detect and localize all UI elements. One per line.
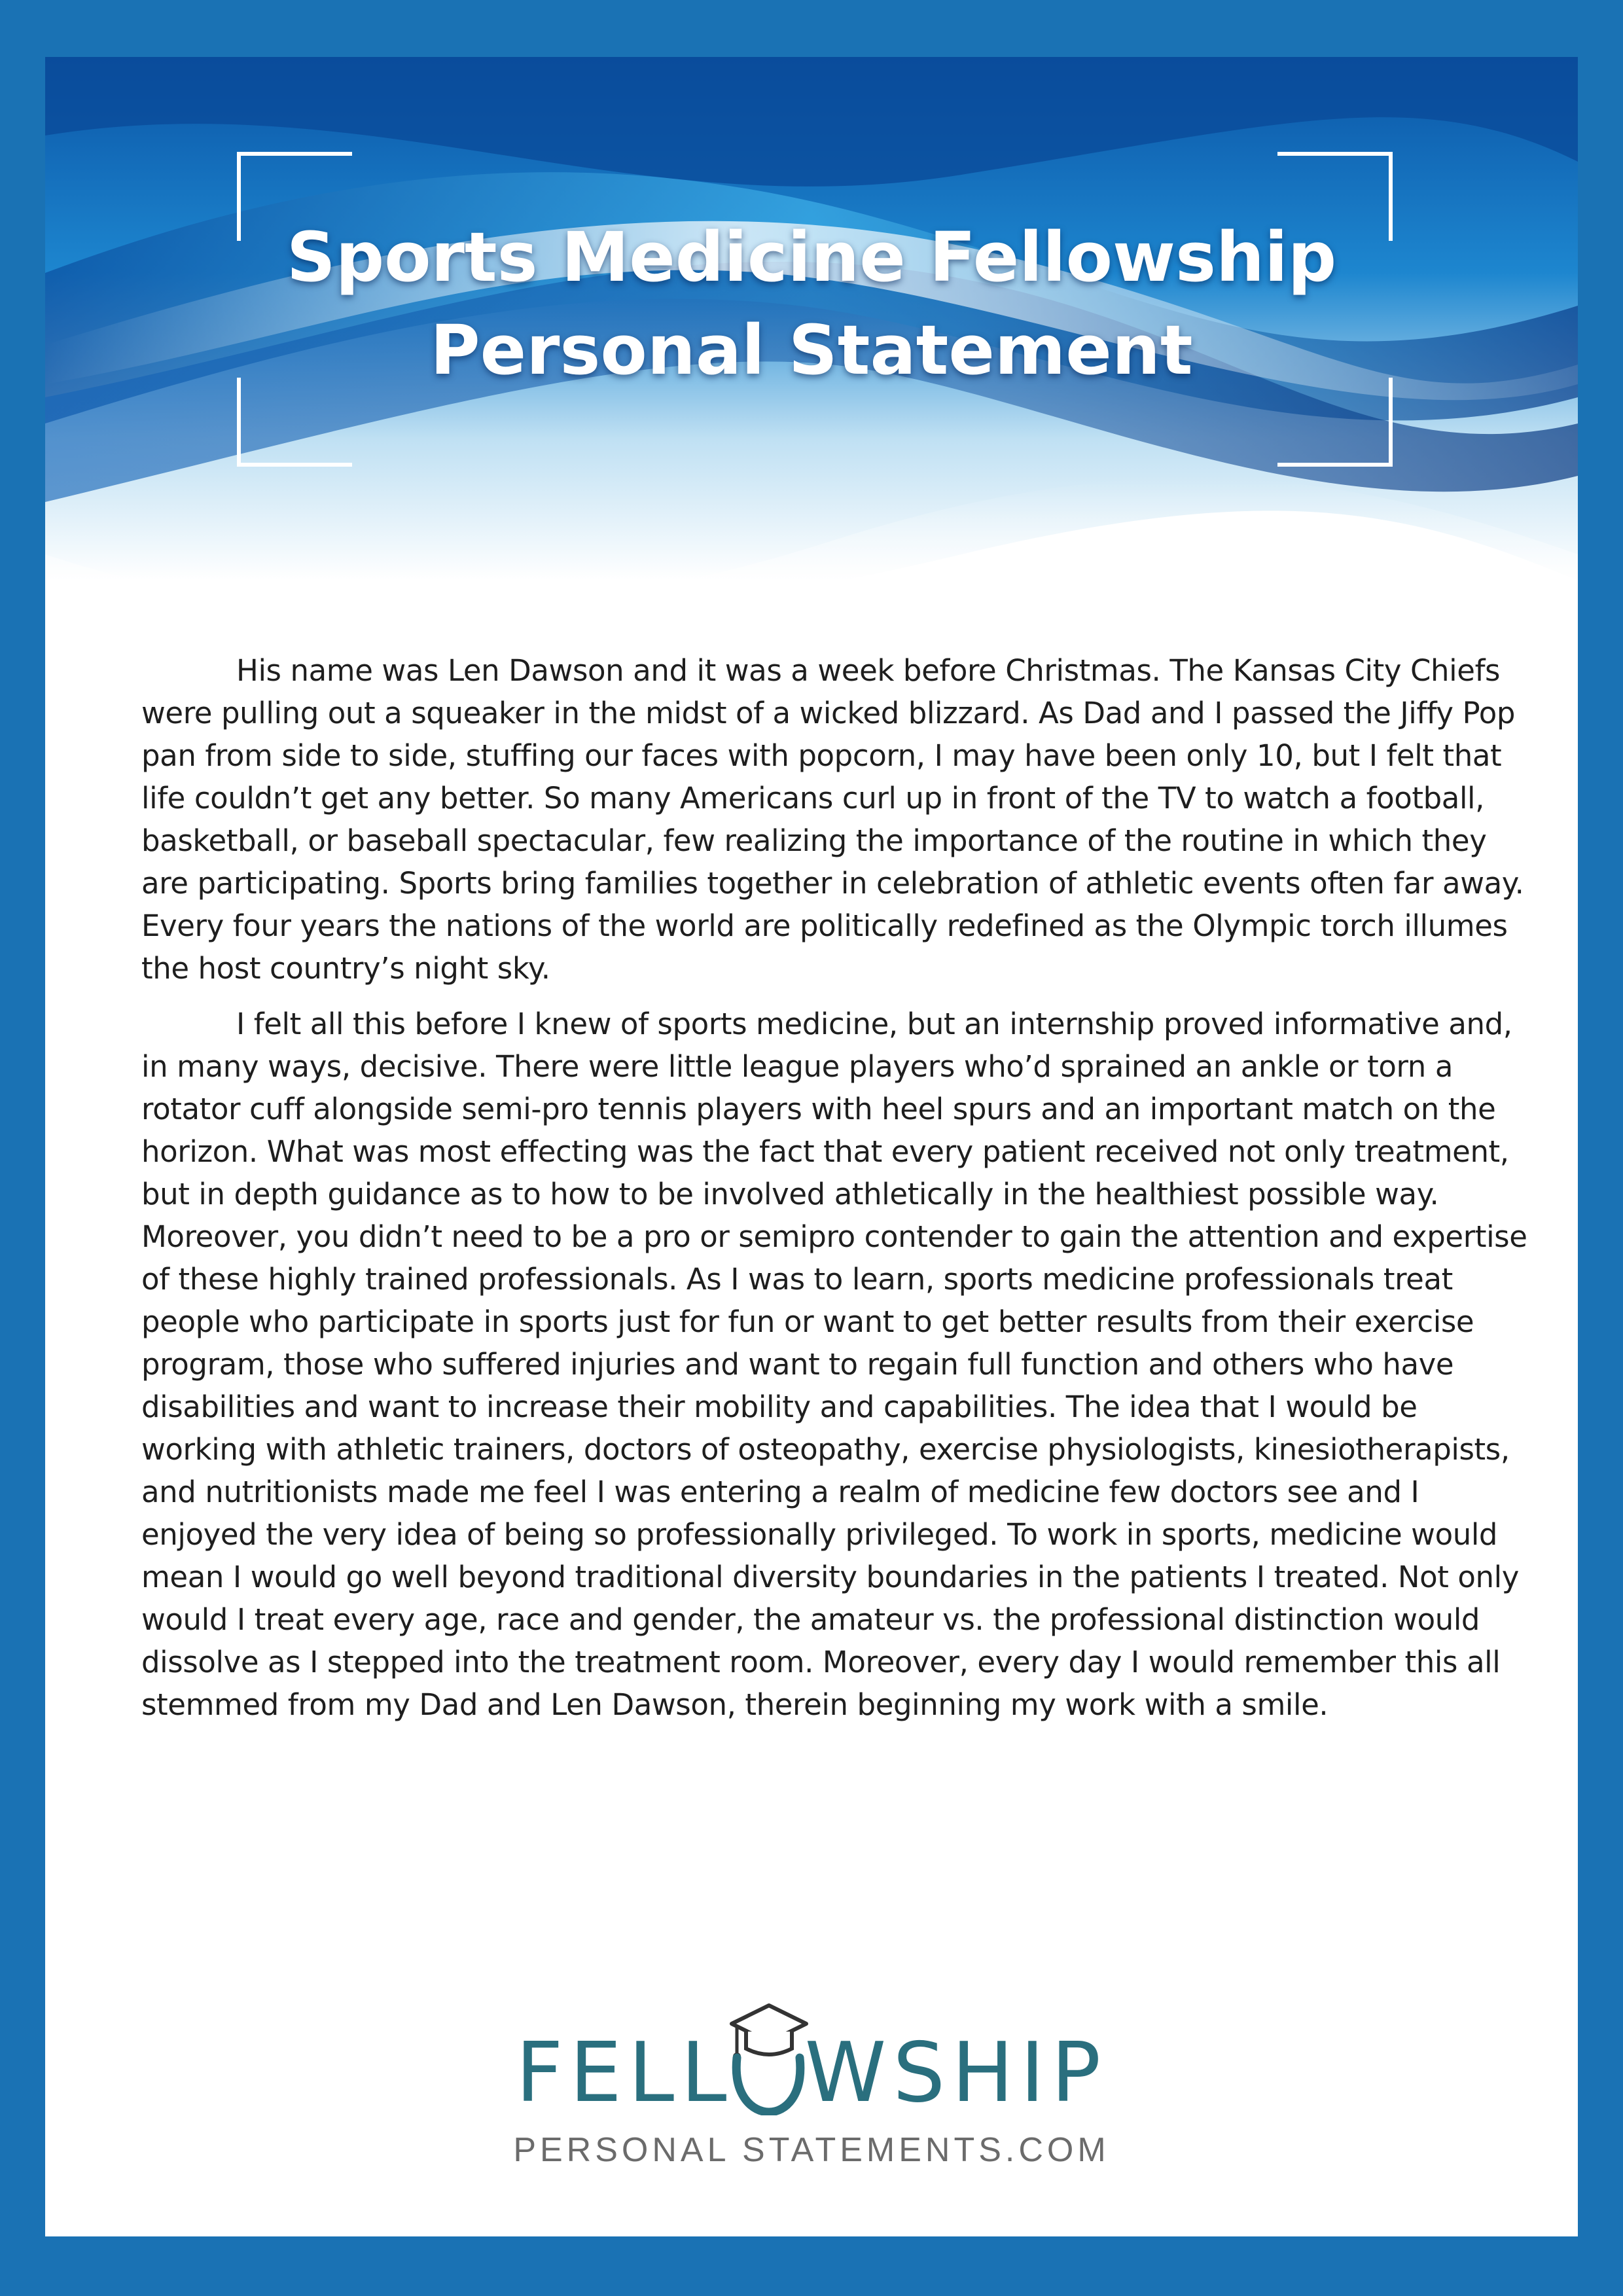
paragraph-1: His name was Len Dawson and it was a week before Christmas. The Kansas City Chiefs were pulling out a squeaker in the midst of a wicked blizzard. As Dad and I passed the Jiffy Pop pan from side to side, stuffing our faces with popcorn, I may have been only 10, but I felt that life couldn’t get any better. So many Americans curl up in front of the TV to watch a football, basketball, or baseball spectacular, few realizing the importance of the routine in which they are participating. Sports bring families together in celebration of athletic events often far away. Every four years the nations of the world are politically redefined as the Olympic torch illumes the host country’s night sky. xyxy=(141,653,1524,986)
logo-o-with-cap xyxy=(733,2024,804,2122)
header-banner xyxy=(45,57,1578,672)
document-page xyxy=(45,57,1578,2236)
graduation-cap-icon xyxy=(726,1998,812,2115)
logo-part-2: WSHIP xyxy=(804,2024,1108,2121)
page-title xyxy=(45,211,1578,397)
paragraph-2: I felt all this before I knew of sports medicine, but an internship proved informative and, in many ways, decisive. There were little league players who’d sprained an ankle or torn a rotator cuff alongside semi-pro tennis players with heel spurs and an important match on the horizon. What was most effecting was the fact that every patient received not only treatment, but in depth guidance as to how to be involved athletically in the healthiest possible way. Moreover, you didn’t need to be a pro or semipro contender to gain the attention and expertise of these highly trained professionals. As I was to learn, sports medicine professionals treat people who participate in sports just for fun or want to get better results from their exercise program, those who suffered injuries and want to regain full function and others who have disabilities and want to increase their mobility and capabilities. The idea that I would be working with athletic trainers, doctors of osteopathy, exercise physiologists, kinesiotherapists, and nutritionists made me feel I was entering a realm of medicine few doctors see and I enjoyed the very idea of being so professionally privileged. To work in sports, medicine would mean I would go well beyond traditional diversity boundaries in the patients I treated. Not only would I treat every age, race and gender, the amateur vs. the professional distinction would dissolve as I stepped into the treatment room. Moreover, every day I would remember this all stemmed from my Dad and Len Dawson, therein beginning my work with a smile. xyxy=(141,1007,1527,1722)
logo-wordmark xyxy=(45,2024,1578,2122)
fellowship-logo xyxy=(45,2024,1578,2173)
logo-subtitle: PERSONAL STATEMENTS.COM xyxy=(513,2131,1110,2169)
title-line-1: Sports Medicine Fellowship xyxy=(286,217,1337,297)
logo-part-1: FELL xyxy=(515,2024,734,2121)
statement-body xyxy=(141,649,1539,1739)
title-line-2: Personal Statement xyxy=(430,310,1193,390)
